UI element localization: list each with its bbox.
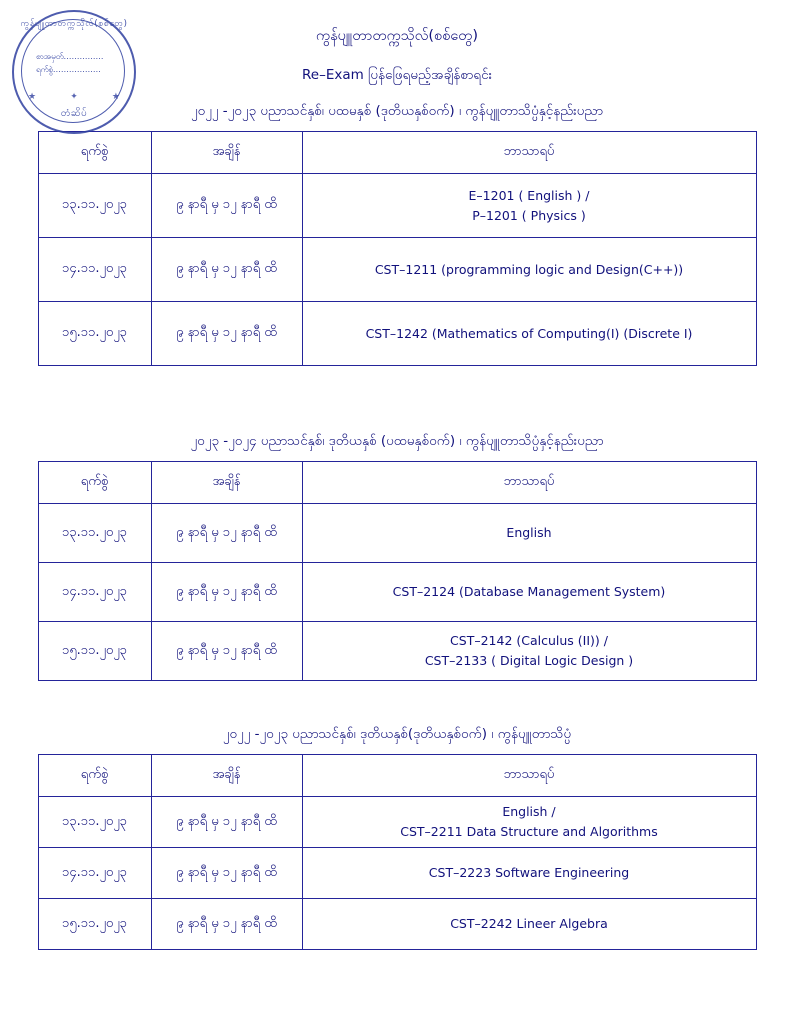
column-header-time: အချိန် — [151, 755, 302, 797]
column-header-time: အချိန် — [151, 132, 302, 174]
cell-time: ၉ နာရီ မှ ၁၂ နာရီ ထိ — [151, 302, 302, 366]
column-header-subject: ဘာသာရပ် — [302, 462, 756, 504]
column-header-date: ရက်စွဲ — [38, 132, 151, 174]
cell-subject — [302, 899, 756, 950]
seal-top-text: ကွန်ပျူတာတက္ကသိုလ်(စစ်တွေ) — [20, 19, 128, 29]
seal-stars — [28, 92, 120, 102]
subject-line-1: CST–2124 (Database Management System) — [392, 584, 666, 599]
table-row — [38, 899, 756, 950]
cell-subject — [302, 848, 756, 899]
document-header — [0, 0, 794, 86]
section-title-3: ၂၀၂၂ -၂၀၂၃ ပညာသင်နှစ်၊ ဒုတိယနှစ်(ဒုတိယနှစ်ဝက်) ၊ ကွန်ပျူတာသိပ္ပံ — [222, 726, 572, 742]
table-row — [38, 174, 756, 238]
cell-date: ၁၅.၁၁.၂၀၂၃ — [38, 899, 151, 950]
subject-line-2: P–1201 ( Physics ) — [472, 207, 586, 223]
cell-time: ၉ နာရီ မှ ၁၂ နာရီ ထိ — [151, 504, 302, 563]
seal-date: ရက်စွဲ……………… — [36, 65, 101, 74]
table-header-row — [38, 132, 756, 174]
university-name: ကွန်ပျူတာတက္ကသိုလ်(စစ်တွေ) — [315, 28, 479, 44]
subject-line-2: CST–2211 Data Structure and Algorithms — [400, 824, 658, 839]
column-header-date: ရက်စွဲ — [38, 755, 151, 797]
section-title-1: ၂၀၂၂ -၂၀၂၃ ပညာသင်နှစ်၊ ပထမနှစ် (ဒုတိယနှစ်ဝက်) ၊ ကွန်ပျူတာသိပ္ပံနှင့်နည်းပညာ — [190, 103, 604, 119]
star-left-icon: ★ — [28, 92, 37, 102]
schedule-table-2 — [38, 461, 757, 681]
table-row — [38, 563, 756, 622]
section-title-2: ၂၀၂၃ -၂၀၂၄ ပညာသင်နှစ်၊ ဒုတိယနှစ် (ပထမနှစ်ဝက်) ၊ ကွန်ပျူတာသိပ္ပံနှင့်နည်းပညာ — [190, 433, 604, 449]
subject-line-2: CST–2133 ( Digital Logic Design ) — [424, 653, 634, 668]
cell-date: ၁၃.၁၁.၂၀၂၃ — [38, 504, 151, 563]
cell-date: ၁၃.၁၁.၂၀၂၃ — [38, 797, 151, 848]
subject-line-1: English — [506, 525, 552, 540]
cell-time: ၉ နာရီ မှ ၁၂ နာရီ ထိ — [151, 238, 302, 302]
table-row — [38, 848, 756, 899]
cell-date: ၁၄.၁၁.၂၀၂၃ — [38, 238, 151, 302]
schedule-table-3 — [38, 754, 757, 950]
cell-subject — [302, 302, 756, 366]
cell-time: ၉ နာရီ မှ ၁၂ နာရီ ထိ — [151, 797, 302, 848]
subject-line-1: CST–2242 Lineer Algebra — [450, 916, 608, 931]
seal-letter-no: စာအမှတ်…………… — [36, 52, 104, 61]
cell-subject — [302, 174, 756, 238]
table-header-row — [38, 462, 756, 504]
table-header-row — [38, 755, 756, 797]
table-row — [38, 504, 756, 563]
subject-line-1: CST–1211 (programming logic and Design(C++)) — [374, 261, 684, 277]
subject-line-1: E–1201 ( English ) / — [468, 187, 590, 203]
column-header-time: အချိန် — [151, 462, 302, 504]
subject-line-1: CST–2142 (Calculus (II)) / — [450, 633, 608, 648]
cell-time: ၉ နာရီ မှ ၁၂ နာရီ ထိ — [151, 899, 302, 950]
spacer — [0, 366, 794, 432]
document-subtitle: Re–Exam ပြန်ဖြေရမည့်အချိန်စာရင်း — [301, 67, 493, 83]
subject-line-1: CST–1242 (Mathematics of Computing(I) (Discrete I) — [365, 325, 693, 341]
star-mid-icon: ✦ — [70, 92, 78, 102]
cell-subject — [302, 622, 756, 681]
spacer — [0, 681, 794, 725]
seal-bottom-text: တံဆိပ် — [60, 108, 88, 119]
table-row — [38, 238, 756, 302]
table-row — [38, 622, 756, 681]
cell-subject — [302, 238, 756, 302]
cell-date: ၁၄.၁၁.၂၀၂၃ — [38, 563, 151, 622]
cell-time: ၉ နာရီ မှ ၁၂ နာရီ ထိ — [151, 622, 302, 681]
column-header-subject: ဘာသာရပ် — [302, 755, 756, 797]
cell-date: ၁၅.၁၁.၂၀၂၃ — [38, 302, 151, 366]
cell-date: ၁၃.၁၁.၂၀၂၃ — [38, 174, 151, 238]
table-row — [38, 302, 756, 366]
cell-date: ၁၅.၁၁.၂၀၂၃ — [38, 622, 151, 681]
cell-time: ၉ နာရီ မှ ၁၂ နာရီ ထိ — [151, 848, 302, 899]
cell-time: ၉ နာရီ မှ ၁၂ နာရီ ထိ — [151, 563, 302, 622]
cell-subject — [302, 797, 756, 848]
table-row — [38, 797, 756, 848]
schedule-table-1 — [38, 131, 757, 366]
column-header-subject: ဘာသာရပ် — [302, 132, 756, 174]
cell-subject — [302, 563, 756, 622]
star-right-icon: ★ — [111, 92, 120, 102]
subject-line-1: CST–2223 Software Engineering — [428, 865, 630, 880]
column-header-date: ရက်စွဲ — [38, 462, 151, 504]
cell-time: ၉ နာရီ မှ ၁၂ နာရီ ထိ — [151, 174, 302, 238]
subject-line-1: English / — [502, 804, 556, 819]
cell-subject — [302, 504, 756, 563]
cell-date: ၁၄.၁၁.၂၀၂၃ — [38, 848, 151, 899]
